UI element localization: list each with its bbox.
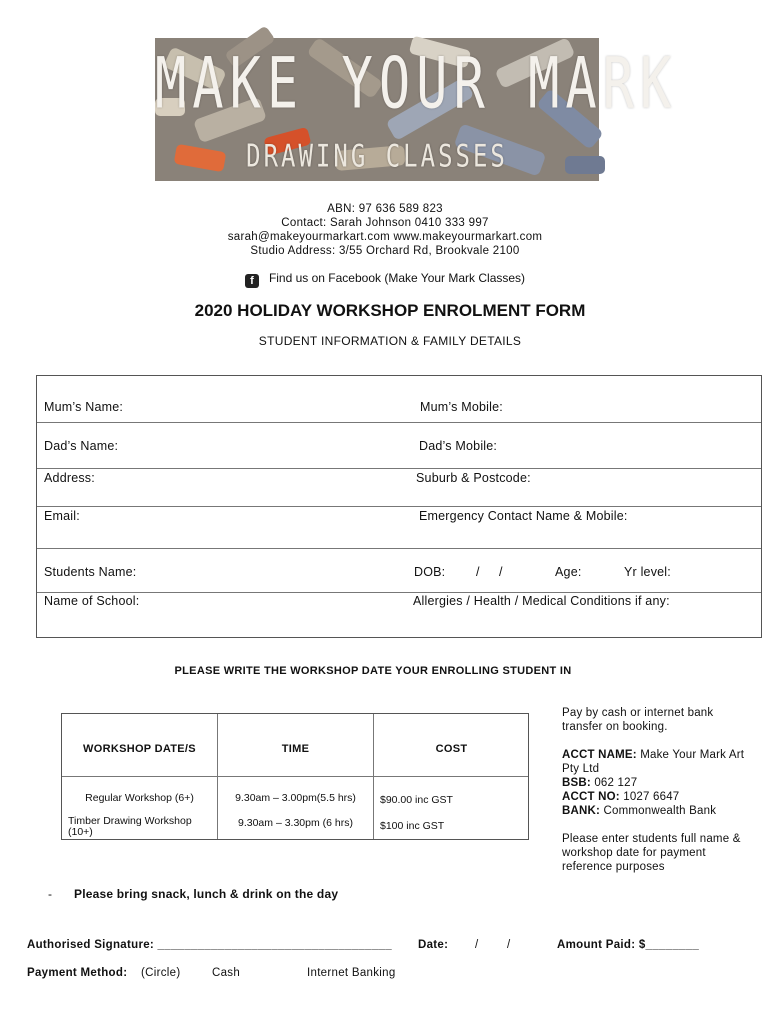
workshop-instruction: PLEASE WRITE THE WORKSHOP DATE YOUR ENROLLING STUDENT IN xyxy=(174,665,572,677)
facebook-text: Find us on Facebook (Make Your Mark Classes) xyxy=(268,271,526,285)
snack-note xyxy=(48,887,338,901)
header-divider xyxy=(62,776,528,777)
payment-option-cash[interactable]: Cash xyxy=(212,967,241,979)
table-cell-time: 9.30am – 3.30pm (6 hrs) xyxy=(238,817,353,829)
school-name-field[interactable]: Name of School: xyxy=(44,594,140,608)
year-level-field[interactable]: Yr level: xyxy=(624,565,671,579)
contact-text: Contact: Sarah Johnson 0410 333 997 xyxy=(281,217,489,229)
table-header-workshop: WORKSHOP DATE/S xyxy=(83,743,196,755)
age-field[interactable]: Age: xyxy=(555,565,582,579)
dob-slash: / xyxy=(499,565,503,579)
table-header-time: TIME xyxy=(281,743,310,755)
header-banner xyxy=(155,38,678,181)
banner-title: MAKE YOUR MARK xyxy=(155,44,678,125)
bsb-label: BSB: xyxy=(562,777,591,789)
bsb-line xyxy=(562,776,752,790)
suburb-postcode-field[interactable]: Suburb & Postcode: xyxy=(416,471,531,485)
date-field[interactable]: Date: xyxy=(418,939,449,951)
date-slash: / xyxy=(475,939,479,951)
divider xyxy=(37,506,761,507)
bullet-dash: - xyxy=(48,887,53,901)
table-cell-time: 9.30am – 3.00pm(5.5 hrs) xyxy=(235,792,356,804)
table-cell-cost: $90.00 inc GST xyxy=(380,794,453,806)
account-number-label: ACCT NO: xyxy=(562,791,620,803)
mums-name-field[interactable]: Mum’s Name: xyxy=(44,400,124,414)
studio-address-text: Studio Address: 3/55 Orchard Rd, Brookvale 2100 xyxy=(250,245,520,257)
divider xyxy=(37,422,761,423)
divider xyxy=(37,468,761,469)
payment-method-label: Payment Method: xyxy=(27,967,128,979)
email-website-text: sarah@makeyourmarkart.com www.makeyourmarkart.com xyxy=(227,231,543,243)
bsb-value: 062 127 xyxy=(594,777,638,789)
emergency-contact-field[interactable]: Emergency Contact Name & Mobile: xyxy=(419,509,628,523)
payment-intro: Pay by cash or internet bank transfer on booking. xyxy=(562,707,714,733)
divider xyxy=(37,592,761,593)
form-subtitle: STUDENT INFORMATION & FAMILY DETAILS xyxy=(258,334,522,348)
circle-instruction: (Circle) xyxy=(141,967,181,979)
abn-text: ABN: 97 636 589 823 xyxy=(327,203,443,215)
workshop-table xyxy=(61,713,529,840)
account-number-value: 1027 6647 xyxy=(623,791,680,803)
allergies-field[interactable]: Allergies / Health / Medical Conditions if any: xyxy=(413,594,670,608)
form-title: 2020 HOLIDAY WORKSHOP ENROLMENT FORM xyxy=(194,301,586,320)
bank-line xyxy=(562,804,752,818)
email-field[interactable]: Email: xyxy=(44,509,80,523)
address-field[interactable]: Address: xyxy=(44,471,95,485)
table-cell-workshop[interactable]: Regular Workshop (6+) xyxy=(85,792,194,804)
student-name-field[interactable]: Students Name: xyxy=(44,565,137,579)
divider xyxy=(37,548,761,549)
account-name-label: ACCT NAME: xyxy=(562,749,637,761)
table-cell-cost: $100 inc GST xyxy=(380,820,445,832)
snack-note-text: Please bring snack, lunch & drink on the day xyxy=(74,887,339,901)
mums-mobile-field[interactable]: Mum’s Mobile: xyxy=(420,400,503,414)
bank-value: Commonwealth Bank xyxy=(603,805,717,817)
banner-subtitle: DRAWING CLASSES xyxy=(246,138,508,175)
table-header-cost: COST xyxy=(435,743,468,755)
account-number-line xyxy=(562,790,752,804)
payment-option-internet-banking[interactable]: Internet Banking xyxy=(307,967,396,979)
family-details-box xyxy=(36,375,762,638)
account-name-value: Make Your Mark Art Pty Ltd xyxy=(562,749,745,775)
table-cell-workshop[interactable]: Timber Drawing Workshop (10+) xyxy=(68,815,192,838)
dads-name-field[interactable]: Dad’s Name: xyxy=(44,439,119,453)
bank-label: BANK: xyxy=(562,805,601,817)
payment-reference-note: Please enter students full name & workshop date for payment reference purposes xyxy=(562,833,741,873)
signature-field[interactable]: Authorised Signature: ___________________________________ xyxy=(27,939,392,951)
dob-slash: / xyxy=(476,565,480,579)
account-name-line xyxy=(562,748,752,776)
facebook-line xyxy=(0,271,770,288)
dob-field[interactable]: DOB: xyxy=(414,565,446,579)
date-slash: / xyxy=(507,939,511,951)
dads-mobile-field[interactable]: Dad’s Mobile: xyxy=(419,439,498,453)
payment-info xyxy=(562,706,752,874)
facebook-icon: f xyxy=(245,274,259,288)
amount-paid-field[interactable]: Amount Paid: $________ xyxy=(557,939,700,951)
